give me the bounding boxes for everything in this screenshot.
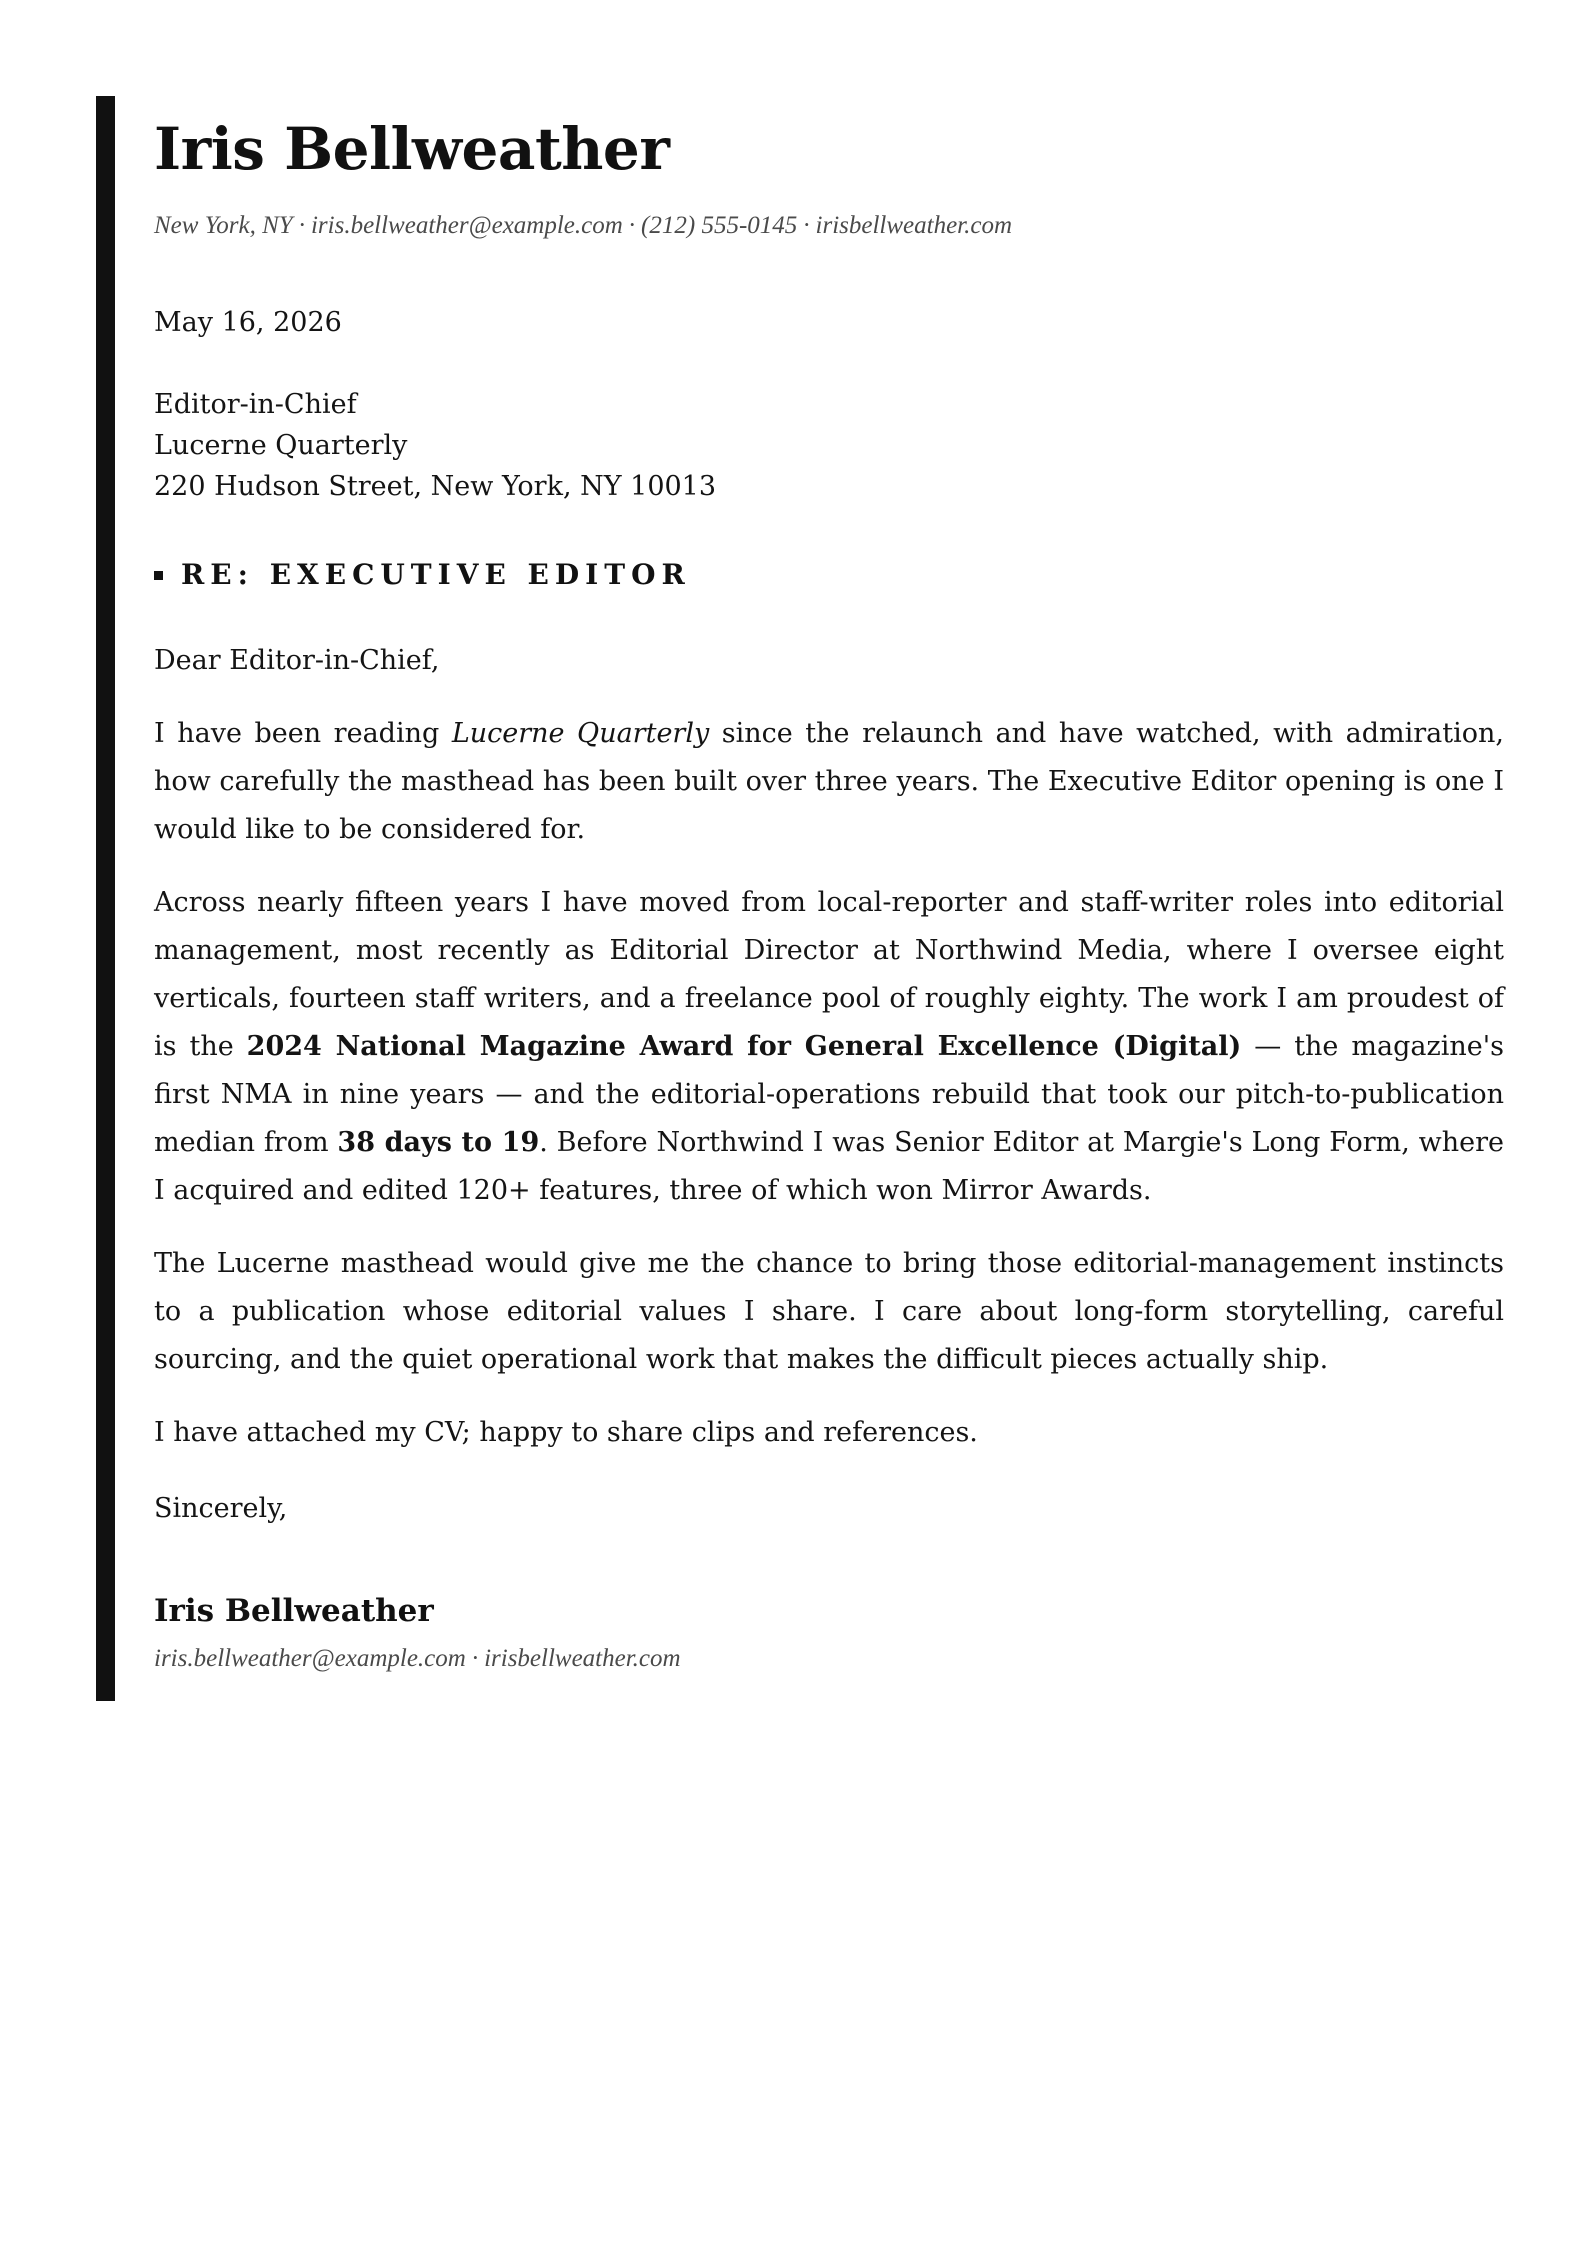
letter-content <box>154 96 1504 1675</box>
contact-separator: · <box>298 212 305 239</box>
signature-name: Iris Bellweather <box>154 1593 434 1629</box>
accent-bar <box>96 96 115 1701</box>
paragraph-1-text: since the relaunch and have watched, with admiration, how carefully the masthead has been built over three years. The Executive Editor opening is one I would like to be considered for. <box>154 718 1504 845</box>
subject-line <box>154 557 1504 593</box>
paragraph-2-text: Across nearly fifteen years I have moved from local-reporter and staff-writer roles into editorial management, most recently as Editorial Director at Northwind Media, where I oversee eight verticals, fourteen staff writers, and a freelance pool of roughly eighty. The work I am proudest of is the <box>154 887 1504 1062</box>
sender-location: New York, NY <box>154 212 293 239</box>
paragraph-2-text: — the magazine's first NMA in nine years — and the editorial-operations rebuild that took our pitch-to-publication median from <box>154 1031 1504 1158</box>
paragraph-2 <box>154 879 1504 1215</box>
sender-phone: (212) 555-0145 <box>641 212 798 239</box>
sender-email: iris.bellweather@example.com <box>310 212 623 239</box>
sender-name: Iris Bellweather <box>154 115 670 183</box>
sender-contact-line <box>154 210 1504 242</box>
signature-website: irisbellweather.com <box>484 1645 681 1672</box>
square-bullet-icon <box>154 571 163 580</box>
sender-website: irisbellweather.com <box>815 212 1013 239</box>
subject-text: RE: EXECUTIVE EDITOR <box>181 558 691 591</box>
signature-email: iris.bellweather@example.com <box>154 1645 466 1672</box>
signature-contact-line <box>154 1643 1504 1675</box>
recipient-title: Editor-in-Chief <box>154 389 357 420</box>
recipient-address: 220 Hudson Street, New York, NY 10013 <box>154 471 717 502</box>
publication-title-italic: Lucerne Quarterly <box>451 718 710 749</box>
contact-separator: · <box>628 212 636 239</box>
closing: Sincerely, <box>154 1493 288 1524</box>
recipient-organization: Lucerne Quarterly <box>154 430 408 461</box>
letter-date: May 16, 2026 <box>154 307 342 338</box>
paragraph-3: The Lucerne masthead would give me the chance to bring those editorial-management instincts to a publication whose editorial values I share. I care about long-form storytelling, careful sourcing, and the quiet operational work that makes the difficult pieces actually ship. <box>154 1248 1504 1375</box>
paragraph-2-text: . Before Northwind I was Senior Editor at Margie's Long Form, where I acquired and edited 120+ features, three of which won Mirror Awards. <box>154 1127 1504 1206</box>
salutation: Dear Editor-in-Chief, <box>154 645 440 676</box>
award-highlight: 2024 National Magazine Award for General Excellence (Digital) <box>246 1031 1242 1062</box>
contact-separator: · <box>803 212 810 239</box>
paragraph-4: I have attached my CV; happy to share clips and references. <box>154 1417 978 1448</box>
recipient-block <box>154 384 1504 507</box>
contact-separator: · <box>471 1645 479 1672</box>
paragraph-1-text: I have been reading <box>154 718 452 749</box>
metric-highlight: 38 days to 19 <box>337 1127 540 1158</box>
paragraph-1 <box>154 710 1504 854</box>
